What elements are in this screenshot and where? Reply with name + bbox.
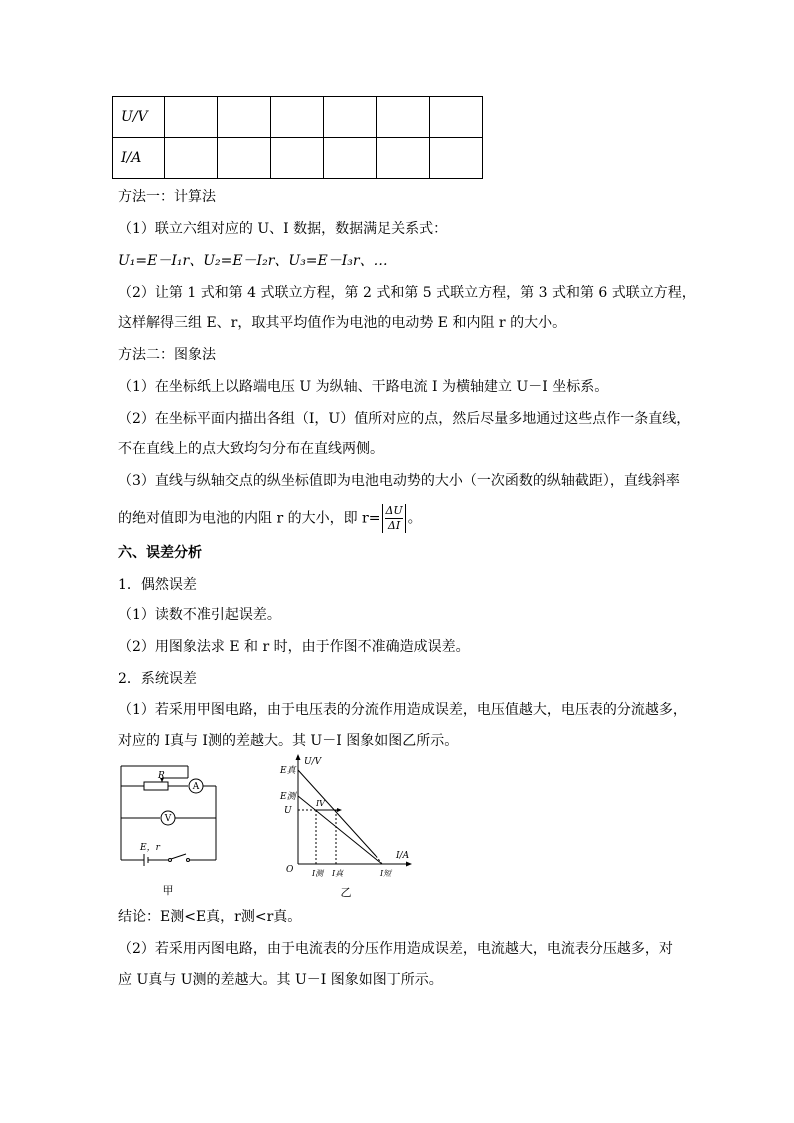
table-cell [271, 138, 324, 179]
fraction-denominator: ΔI [387, 519, 401, 532]
y-axis-label: U/V [304, 757, 322, 767]
resistor-label: R [158, 771, 165, 781]
ammeter-label: A [192, 782, 200, 792]
i-true-label: I真 [332, 869, 344, 878]
method2-step3-cont [118, 504, 422, 533]
table-row [113, 138, 483, 179]
table-cell [271, 97, 324, 138]
fraction-numerator: ΔU [385, 504, 403, 517]
voltmeter-label: V [164, 814, 172, 824]
u-label: U [284, 806, 292, 816]
formula-prefix: 的绝对值即为电池的内阻 r 的大小，即 r= [118, 510, 381, 527]
table-cell [218, 138, 271, 179]
x-axis-arrow-icon [406, 862, 412, 867]
method2-step3: （3）直线与纵轴交点的纵坐标值即为电池电动势的大小（一次函数的纵轴截距），直线斜率 [118, 473, 680, 489]
method2-step2-cont: 不在直线上的点大致均匀分布在直线两侧。 [118, 441, 384, 457]
circuit-diagram [116, 758, 226, 898]
table-cell [430, 97, 483, 138]
table-cell [165, 97, 218, 138]
data-table [112, 96, 483, 179]
i-short-label: I短 [380, 869, 392, 878]
method2-title: 方法二：图象法 [118, 347, 216, 363]
origin-label: O [286, 865, 294, 875]
iv-arrow-icon [337, 808, 342, 812]
system-item-1: （1）若采用甲图电路，由于电压表的分流作用造成误差，电压值越大，电压表的分流越多， [118, 702, 687, 718]
method1-title: 方法一：计算法 [118, 189, 216, 205]
source-label: E，r [140, 843, 160, 853]
ui-graph [276, 752, 426, 900]
accidental-item-1: （1）读数不准引起误差。 [118, 607, 281, 623]
y-axis-arrow-icon [296, 754, 301, 760]
iv-label: IV [316, 799, 325, 808]
table-cell [377, 97, 430, 138]
row-label-i: I/A [113, 138, 165, 179]
table-cell [165, 138, 218, 179]
i-meas-label: I测 [312, 869, 324, 878]
system-title: 2．系统误差 [118, 671, 197, 687]
system-item-1-cont: 对应的 I真与 I测的差越大。其 U－I 图象如图乙所示。 [118, 733, 459, 749]
method2-step2: （2）在坐标平面内描出各组（I，U）值所对应的点，然后尽量多地通过这些点作一条直线， [118, 411, 691, 427]
accidental-item-2: （2）用图象法求 E 和 r 时，由于作图不准确造成误差。 [118, 639, 470, 655]
method2-step1: （1）在坐标纸上以路端电压 U 为纵轴、干路电流 I 为横轴建立 U－I 坐标系。 [118, 379, 609, 395]
method1-step1: （1）联立六组对应的 U、I 数据，数据满足关系式： [118, 221, 448, 237]
graph-caption: 乙 [340, 886, 352, 899]
accidental-title: 1．偶然误差 [118, 577, 197, 593]
table-cell [324, 97, 377, 138]
abs-fraction [382, 504, 405, 533]
table-cell [324, 138, 377, 179]
method1-step2: （2）让第 1 式和第 4 式联立方程，第 2 式和第 5 式联立方程，第 3 式和第 6 式联立方程， [118, 285, 696, 301]
method1-step2-cont: 这样解得三组 E、r，取其平均值作为电池的电动势 E 和内阻 r 的大小。 [118, 315, 567, 331]
table-cell [218, 97, 271, 138]
table-cell [430, 138, 483, 179]
system-item-2-cont: 应 U真与 U测的差越大。其 U－I 图象如图丁所示。 [118, 972, 443, 988]
section-heading: 六、误差分析 [118, 545, 202, 561]
circuit-caption: 甲 [162, 884, 174, 897]
x-axis-label: I/A [396, 851, 410, 861]
system-item-2: （2）若采用丙图电路，由于电流表的分压作用造成误差，电流越大，电流表分压越多，对 [118, 941, 673, 957]
table-row [113, 97, 483, 138]
e-meas-label: E测 [280, 792, 296, 802]
conclusion: 结论：E测<E真，r测<r真。 [118, 909, 302, 925]
row-label-u: U/V [113, 97, 165, 138]
method1-equations: U₁=E－I₁r、U₂=E－I₂r、U₃=E－I₃r、… [118, 253, 388, 269]
formula-tail: 。 [407, 510, 422, 527]
e-true-label: E真 [280, 766, 296, 776]
table-cell [377, 138, 430, 179]
